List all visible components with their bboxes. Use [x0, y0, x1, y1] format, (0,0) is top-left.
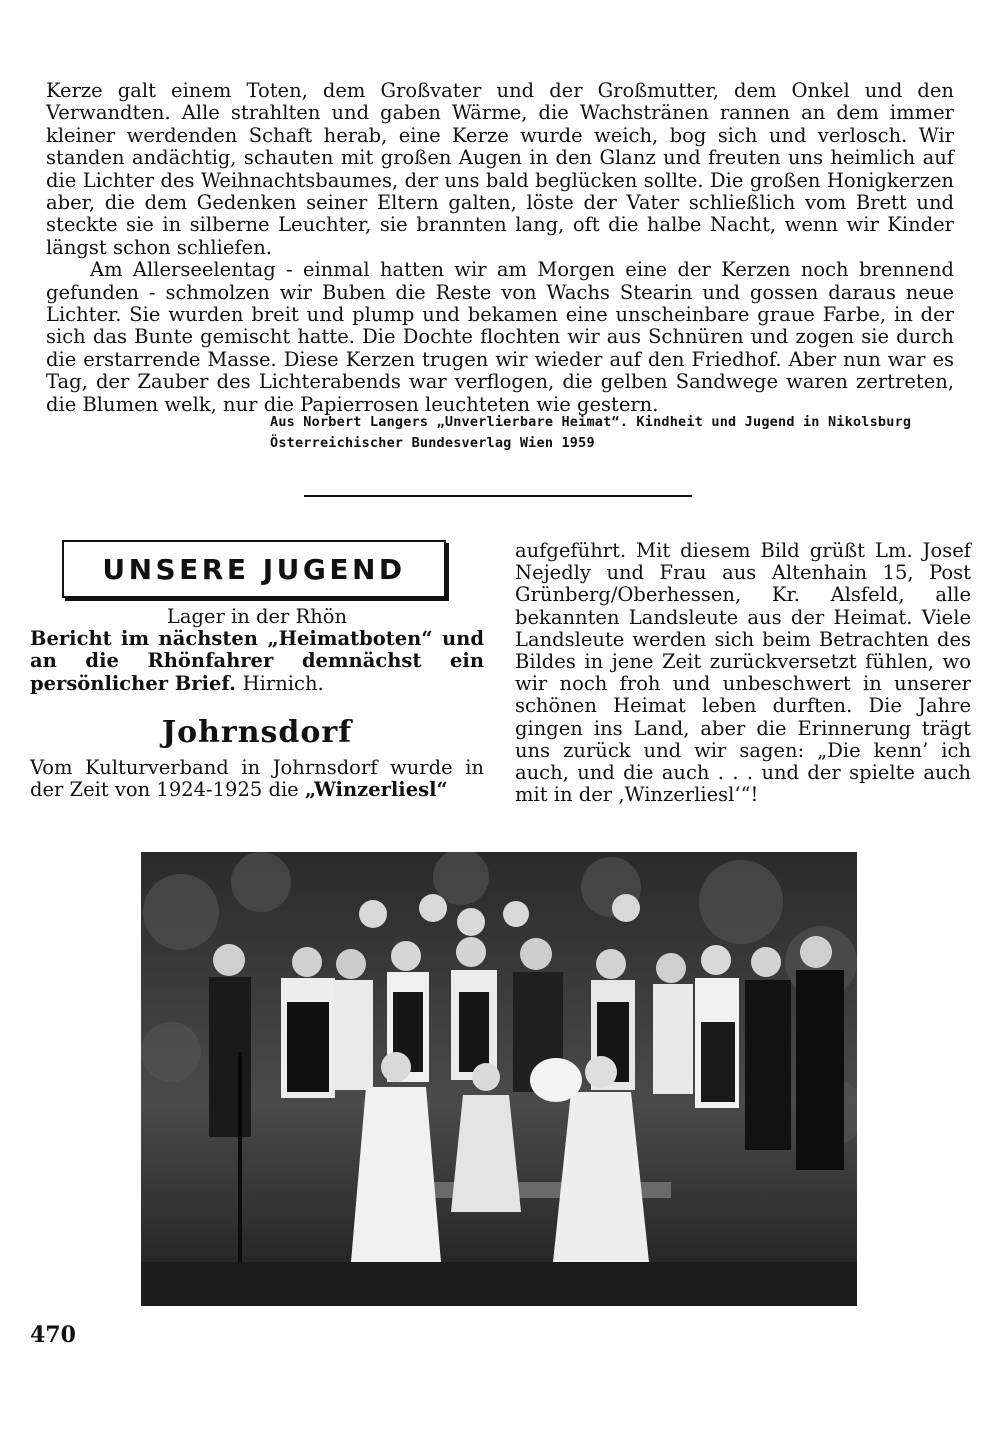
- johrnsdorf-text: [30, 757, 484, 801]
- page-number: 470: [30, 1322, 76, 1348]
- source-citation: [270, 412, 954, 454]
- play-title: „Winzerliesl“: [304, 778, 448, 802]
- left-column: [30, 606, 484, 801]
- camp-note: [30, 628, 484, 695]
- section-title-box: [62, 540, 446, 598]
- citation-line-2: Österreichischer Bundesverlag Wien 1959: [270, 435, 595, 451]
- camp-note-author: Hirnich.: [242, 671, 324, 695]
- group-photo-icon: [141, 852, 857, 1306]
- camp-note-text: Bericht im nächsten „Heimatboten“ und an die Rhönfahrer demnächst ein persönlicher Brief.: [30, 627, 484, 695]
- section-title: UNSERE JUGEND: [102, 552, 406, 586]
- johrnsdorf-heading: Johrnsdorf: [161, 714, 353, 750]
- citation-line-1: Aus Norbert Langers „Unverlierbare Heimat“. Kindheit und Jugend in Nikolsburg: [270, 414, 912, 430]
- group-photo: [141, 852, 857, 1306]
- section-divider: [304, 495, 692, 497]
- article-paragraph-1: Kerze galt einem Toten, dem Großvater und der Großmutter, dem Onkel und den Verwandten. Alle strahlten und gaben Wärme, die Wachstränen rannen an dem immer kleiner werdenden Schaft herab, eine Kerze wurde weich, bog sich und verlosch. Wir standen andächtig, schauten mit großen Augen in den Glanz und freuten uns heimlich auf die Lichter des Weihnachtsbaumes, der uns bald beglücken sollte. Die großen Honigkerzen aber, die dem Gedenken seiner Eltern galten, löste der Vater schließlich vom Brett und steckte sie in silberne Leuchter, sie brannten lang, oft die halbe Nacht, wenn wir Kinder längst schon schliefen.: [46, 79, 954, 259]
- right-column: [515, 540, 971, 806]
- camp-subtitle: Lager in der Rhön: [166, 605, 348, 628]
- johrnsdorf-text-start: Vom Kulturverband in Johrnsdorf wurde in der Zeit von 1924-1925 die: [30, 755, 484, 802]
- article-body: [46, 80, 954, 416]
- article-paragraph-2: Am Allerseelentag - einmal hatten wir am Morgen eine der Kerzen noch brennend gefunden - schmolzen wir Buben die Reste von Wachs Stearin und gossen daraus neue Lichter. Sie wurden breit und plump und bekamen eine unscheinbare graue Farbe, in der sich das Bunte gemischt hatte. Die Dochte flochten wir aus Schnüren und zogen sie durch die erstarrende Masse. Diese Kerzen trugen wir wieder auf den Friedhof. Aber nun war es Tag, der Zauber des Lichterabends war verflogen, die gelben Sandwege waren zertreten, die Blumen welk, nur die Papierrosen leuchteten wie gestern.: [46, 258, 954, 416]
- johrnsdorf-text-continued: aufgeführt. Mit diesem Bild grüßt Lm. Josef Nejedly und Frau aus Altenhain 15, Post Grünberg/Oberhessen, Kr. Alsfeld, alle bekannten Landsleute aus der Heimat. Viele Landsleute werden sich beim Betrachten des Bildes in jene Zeit zurückversetzt fühlen, wo wir noch froh und unbeschwert in unserer schönen Heimat leben durften. Die Jahre gingen ins Land, aber die Erinnerung trägt uns zurück und wir sagen: „Die kenn’ ich auch, und die auch . . . und der spielte auch mit in der ‚Winzerliesl‘“!: [515, 539, 971, 807]
